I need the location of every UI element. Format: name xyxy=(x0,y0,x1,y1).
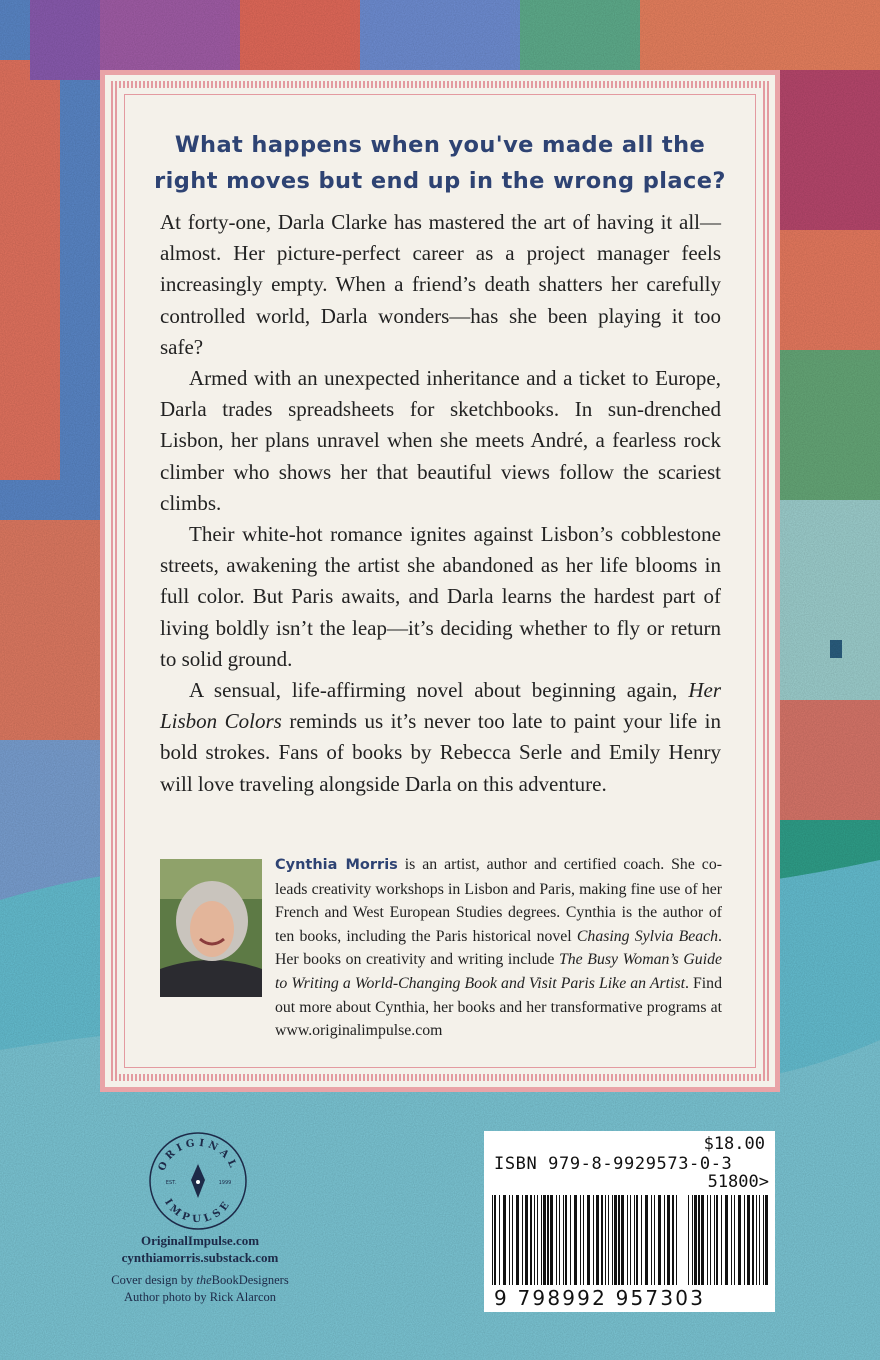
barcode-bar xyxy=(574,1195,577,1285)
barcode-bar xyxy=(522,1195,523,1285)
barcode-bar xyxy=(494,1195,496,1285)
barcode-bar xyxy=(499,1195,500,1285)
barcode-bar xyxy=(547,1195,549,1285)
isbn-barcode-block xyxy=(484,1131,775,1312)
barcode-bar xyxy=(550,1195,553,1285)
author-photo-credit: Author photo by Rick Alarcon xyxy=(123,1290,277,1304)
blurb-paragraph-4 xyxy=(160,675,721,800)
barcode-bar xyxy=(630,1195,631,1285)
barcode-bar xyxy=(570,1195,571,1285)
author-name: Cynthia Morris xyxy=(275,857,398,873)
addon-barcode-bar xyxy=(692,1195,693,1285)
logo-text-bottom: IMPULSE xyxy=(162,1197,234,1226)
barcode-bar xyxy=(503,1195,506,1285)
addon-barcode-bar xyxy=(731,1195,732,1285)
barcode-bar xyxy=(634,1195,635,1285)
book-blurb xyxy=(160,207,721,800)
bio-book-2: The Busy Woman’s Guide to Writing a World-Changing Book and Visit Paris Like an Artist xyxy=(275,951,722,992)
barcode-bar xyxy=(587,1195,590,1285)
bio-text-3: . Find out more about Cynthia, her books and her transformative programs at www.originalimpulse.com xyxy=(275,974,722,1040)
barcode-bar xyxy=(530,1195,532,1285)
addon-barcode-bar xyxy=(734,1195,735,1285)
barcode-bar xyxy=(525,1195,528,1285)
addon-barcode-bar xyxy=(716,1195,718,1285)
barcode-bar xyxy=(618,1195,620,1285)
barcode-bar xyxy=(509,1195,510,1285)
blurb-paragraph-2: Armed with an unexpected inheritance and a ticket to Europe, Darla trades spreadsheets for sketchbooks. In sun-drenched Lisbon, her plans unravel when she meets André, a fearless rock climber who shows her that beautiful views follow the scariest climbs. xyxy=(160,366,721,515)
url-substack: cynthiamorris.substack.com xyxy=(121,1250,279,1265)
barcode-bar xyxy=(596,1195,599,1285)
bio-book-1: Chasing Sylvia Beach xyxy=(576,927,719,945)
barcode-bar xyxy=(636,1195,638,1285)
blurb-paragraph-3: Their white-hot romance ignites against Lisbon’s cobblestone streets, awakening the artist she abandoned as her life blooms in full color. But Paris awaits, and Darla learns the hardest part of living boldly isn’t the leap—it’s deciding whether to fly or return to solid ground. xyxy=(160,522,721,671)
barcode-bar xyxy=(534,1195,535,1285)
cover-headline: What happens when you've made all the right moves but end up in the wrong place? xyxy=(154,132,726,194)
barcode-bar xyxy=(541,1195,542,1285)
logo-year: 1999 xyxy=(218,1180,232,1186)
blurb-p4-after: reminds us it’s never too late to paint your life in bold strokes. Fans of books by Rebecca Serle and Emily Henry will love traveling alongside Darla on this adventure. xyxy=(160,709,722,796)
addon-barcode-bar xyxy=(698,1195,700,1285)
barcode-bar xyxy=(645,1195,648,1285)
barcode-bar xyxy=(512,1195,513,1285)
addon-barcode-bar xyxy=(738,1195,741,1285)
barcode-bar xyxy=(593,1195,594,1285)
url-original-impulse: OriginalImpulse.com xyxy=(140,1233,260,1248)
addon-barcode-bar xyxy=(759,1195,760,1285)
barcode-bar xyxy=(516,1195,519,1285)
addon-barcode-bar xyxy=(710,1195,711,1285)
barcode-bar xyxy=(621,1195,624,1285)
barcode-bar xyxy=(605,1195,606,1285)
blurb-p4-before: A sensual, life-affirming novel about beginning again, xyxy=(189,678,689,703)
bio-text-2: . Her books on creativity and writing include xyxy=(275,927,722,969)
barcode-bar xyxy=(641,1195,642,1285)
barcode-price-code: 51800> xyxy=(707,1172,769,1192)
barcode-bar xyxy=(654,1195,655,1285)
addon-barcode-bar xyxy=(756,1195,757,1285)
svg-text:IMPULSE xyxy=(162,1197,234,1225)
barcode-bar xyxy=(563,1195,564,1285)
barcode-bars xyxy=(492,1195,770,1287)
logo-est: EST. xyxy=(165,1180,177,1186)
cover-credits xyxy=(80,1272,320,1306)
addon-barcode-bar xyxy=(721,1195,722,1285)
barcode-bar xyxy=(676,1195,677,1285)
barcode-bar xyxy=(556,1195,557,1285)
addon-barcode-bar xyxy=(725,1195,728,1285)
barcode-bar xyxy=(651,1195,652,1285)
barcode-bar xyxy=(559,1195,560,1285)
barcode-bar xyxy=(608,1195,609,1285)
barcode-bar xyxy=(537,1195,538,1285)
addon-barcode-bar xyxy=(714,1195,715,1285)
addon-barcode-bar xyxy=(694,1195,697,1285)
barcode-bar xyxy=(583,1195,584,1285)
addon-barcode-bar xyxy=(752,1195,754,1285)
barcode-price: $18.00 xyxy=(703,1134,765,1154)
barcode-bar xyxy=(672,1195,674,1285)
barcode-bar xyxy=(492,1195,493,1285)
author-photo xyxy=(160,859,262,997)
barcode-bar xyxy=(614,1195,617,1285)
addon-barcode-bar xyxy=(763,1195,764,1285)
addon-barcode-bar xyxy=(765,1195,768,1285)
barcode-bar xyxy=(627,1195,628,1285)
barcode-digits: 9 798992 957303 xyxy=(494,1286,706,1310)
cover-design-credit xyxy=(80,1272,320,1289)
addon-barcode-bar xyxy=(701,1195,704,1285)
addon-barcode-bar xyxy=(707,1195,708,1285)
addon-barcode-bar xyxy=(688,1195,689,1285)
publisher-urls xyxy=(90,1232,310,1266)
barcode-bar xyxy=(658,1195,661,1285)
design-credit-prefix: Cover design by xyxy=(111,1273,197,1287)
addon-barcode-bar xyxy=(747,1195,750,1285)
design-credit-name: BookDesigners xyxy=(211,1273,289,1287)
book-title: Her Lisbon Colors xyxy=(160,678,721,734)
author-bio xyxy=(275,853,722,1043)
bio-text-1: is an artist, author and certified coach. She co-leads creativity workshops in Lisbon and Paris, making fine use of her French and West European Studies degrees. Cynthia is the author of ten books, including the Paris historical novel xyxy=(275,856,722,945)
blurb-paragraph-1: At forty-one, Darla Clarke has mastered the art of having it all—almost. Her picture-perfect career as a project manager feels increasingly empty. When a friend’s death shatters her carefully controlled world, Darla wonders—has she been playing it too safe? xyxy=(160,210,721,359)
barcode-bar xyxy=(580,1195,581,1285)
design-credit-the: the xyxy=(196,1273,212,1287)
barcode-bar xyxy=(543,1195,546,1285)
original-impulse-logo xyxy=(145,1128,251,1234)
barcode-bar xyxy=(565,1195,567,1285)
barcode-bar xyxy=(664,1195,665,1285)
logo-text-top: ORIGINAL xyxy=(156,1137,240,1173)
barcode-bar xyxy=(601,1195,603,1285)
back-cover-text-panel xyxy=(100,70,780,1092)
barcode-bar xyxy=(612,1195,613,1285)
barcode-bar xyxy=(667,1195,670,1285)
addon-barcode-bar xyxy=(744,1195,745,1285)
barcode-isbn: ISBN 979-8-9929573-0-3 xyxy=(494,1154,733,1174)
